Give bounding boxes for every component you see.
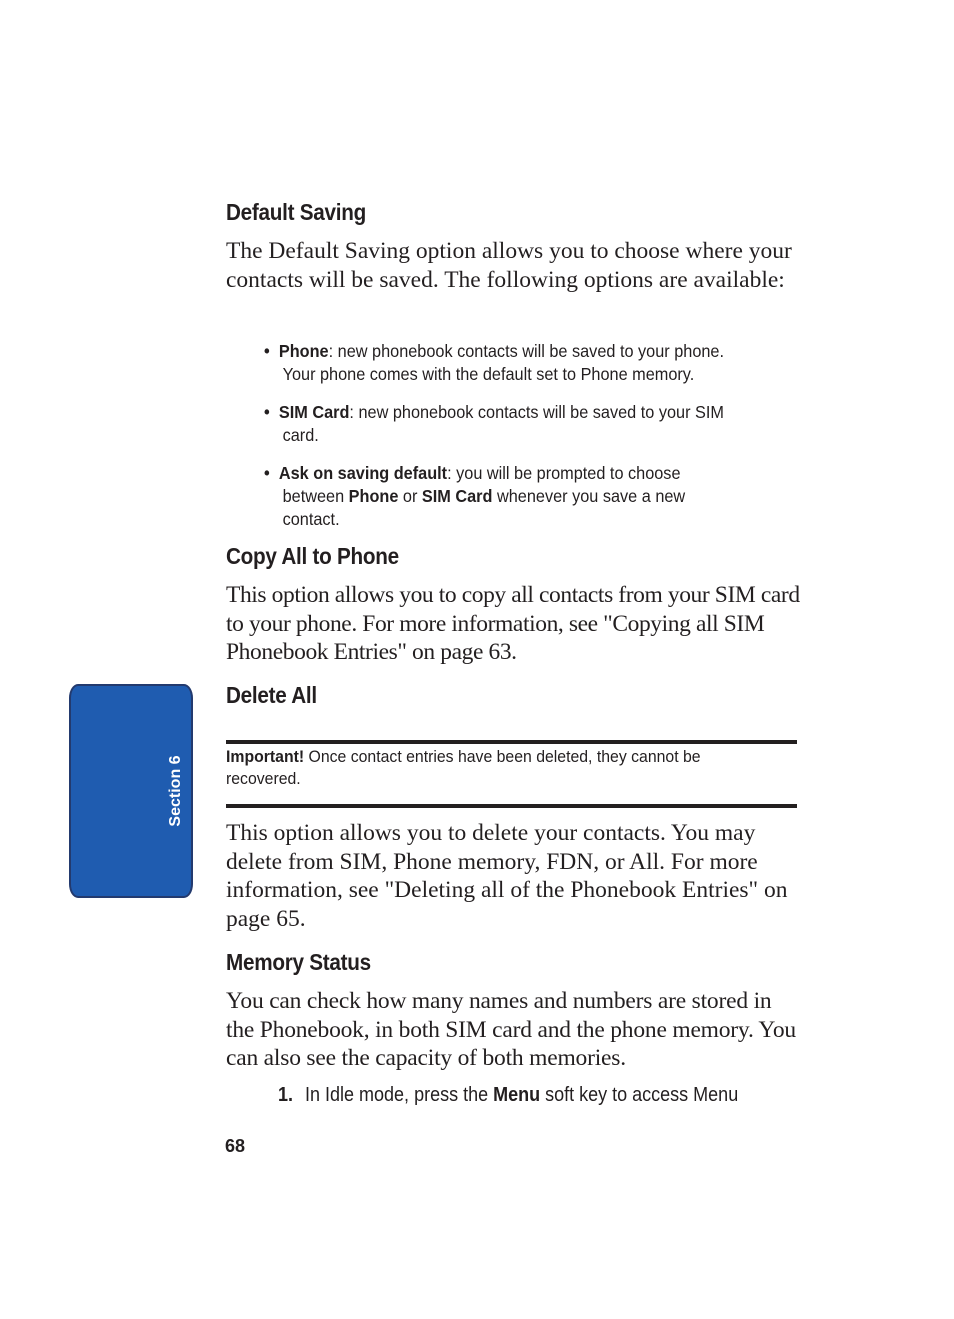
- note-rule-top: [226, 740, 797, 744]
- heading-memory-status: Memory Status: [226, 949, 371, 975]
- copy-all-body: This option allows you to copy all contacts from your SIM card to your phone. For more information, see "Copying all SIM Phonebook Entries" on page 63.: [226, 582, 800, 666]
- bullet-text-cont: contact.: [282, 509, 340, 529]
- section-tab-label: Section 6: [167, 755, 184, 827]
- note-label: Important!: [226, 747, 305, 766]
- memory-status-body: You can check how many names and numbers are stored in the Phonebook, in both SIM card and the phone memory. You can also see the capacity of both memories.: [226, 988, 796, 1072]
- bullet-icon: •: [264, 463, 270, 483]
- step-1: [278, 1082, 738, 1108]
- default-saving-intro: The Default Saving option allows you to choose where your contacts will be saved. The following options are available:: [226, 238, 792, 293]
- heading-default-saving: Default Saving: [226, 199, 367, 225]
- cont-text: between: [282, 486, 349, 506]
- bullet-text: : you will be prompted to choose: [447, 463, 681, 483]
- bullet-icon: •: [264, 402, 270, 422]
- step-text: soft key to access Menu: [540, 1084, 739, 1106]
- step-number: 1.: [278, 1084, 294, 1106]
- cont-term-sim: SIM Card: [421, 486, 493, 506]
- bullet-text-cont: Your phone comes with the default set to Phone memory.: [282, 364, 695, 384]
- bullet-term: Phone: [278, 341, 329, 361]
- bullet-term: Ask on saving default: [278, 463, 448, 483]
- note-rule-bottom: [226, 804, 797, 808]
- bullet-ask-on-saving: [264, 462, 766, 531]
- step-term: Menu: [493, 1084, 541, 1106]
- bullet-term: SIM Card: [278, 402, 350, 422]
- cont-text: whenever you save a new: [492, 486, 686, 506]
- cont-term-phone: Phone: [348, 486, 399, 506]
- bullet-text-cont: [264, 485, 766, 508]
- important-note: [226, 746, 747, 790]
- note-text: Once contact entries have been deleted, they cannot be recovered.: [226, 747, 701, 788]
- cont-text: or: [398, 486, 422, 506]
- bullet-text-cont: card.: [282, 425, 319, 445]
- bullet-text: : new phonebook contacts will be saved to your SIM: [349, 402, 724, 422]
- heading-delete-all: Delete All: [226, 682, 317, 708]
- page-number: 68: [225, 1136, 246, 1156]
- bullet-sim-card: [264, 401, 766, 447]
- bullet-phone: [264, 340, 766, 386]
- delete-all-body: This option allows you to delete your contacts. You may delete from SIM, Phone memory, FDN, or All. For more information, see "Deleting all of the Phonebook Entries" on page 65.: [226, 820, 788, 932]
- heading-copy-all: Copy All to Phone: [226, 543, 399, 569]
- bullet-text: : new phonebook contacts will be saved to your phone.: [328, 341, 725, 361]
- step-text: In Idle mode, press the: [305, 1084, 494, 1106]
- bullet-icon: •: [264, 341, 270, 361]
